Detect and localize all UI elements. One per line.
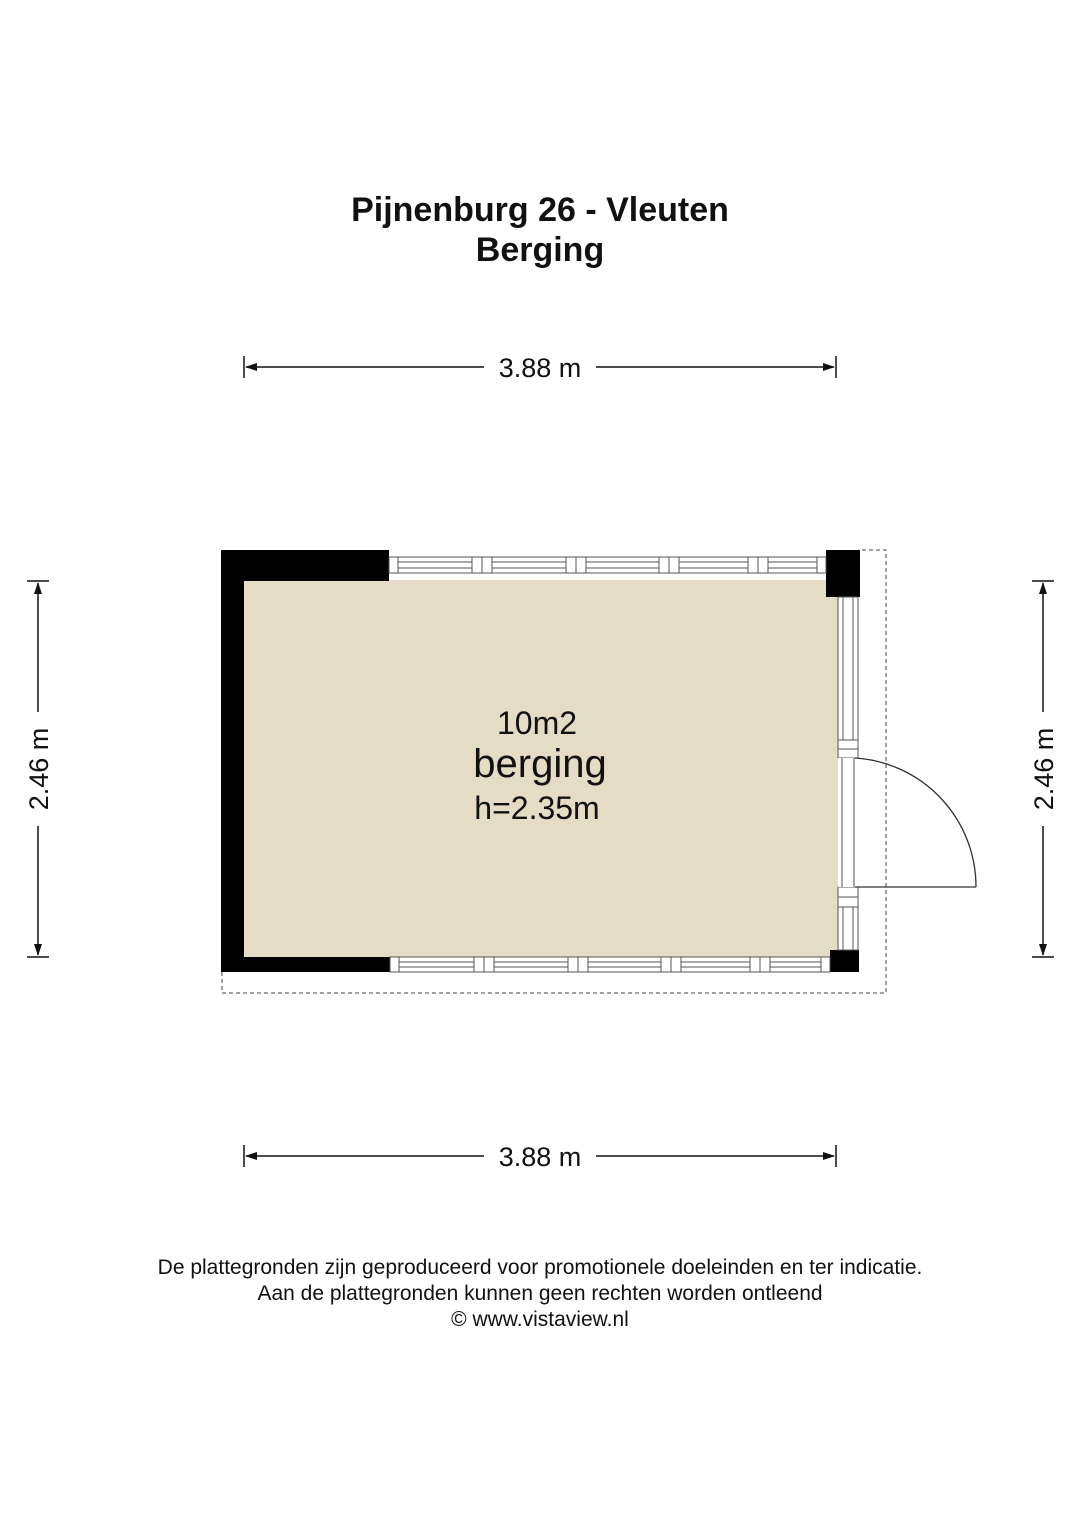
door-swing — [855, 758, 976, 887]
dimension-left — [24, 581, 54, 957]
plan-title: Pijnenburg 26 - Vleuten — [351, 191, 729, 229]
room-name-label: berging — [473, 742, 607, 786]
disclaimer-line-1: De plattegronden zijn geproduceerd voor promotionele doeleinden en ter indicatie. — [157, 1256, 923, 1279]
room-area-label: 10m2 — [496, 705, 578, 741]
dimension-bottom — [244, 1142, 836, 1172]
dimension-top-label: 3.88 m — [498, 353, 582, 383]
copyright-line: © www.vistaview.nl — [451, 1308, 629, 1331]
window-bottom — [390, 957, 830, 972]
dimension-right — [1029, 581, 1059, 957]
dimension-bottom-label: 3.88 m — [498, 1142, 582, 1172]
dimension-left-label: 2.46 m — [24, 727, 54, 811]
window-top — [389, 557, 826, 573]
plan-subtitle: Berging — [475, 231, 605, 269]
dimension-right-label: 2.46 m — [1029, 727, 1059, 811]
disclaimer-line-2: Aan de plattegronden kunnen geen rechten worden ontleend — [257, 1282, 823, 1305]
window-right — [838, 597, 858, 950]
dimension-top — [244, 353, 836, 383]
room-height-label: h=2.35m — [474, 790, 600, 826]
